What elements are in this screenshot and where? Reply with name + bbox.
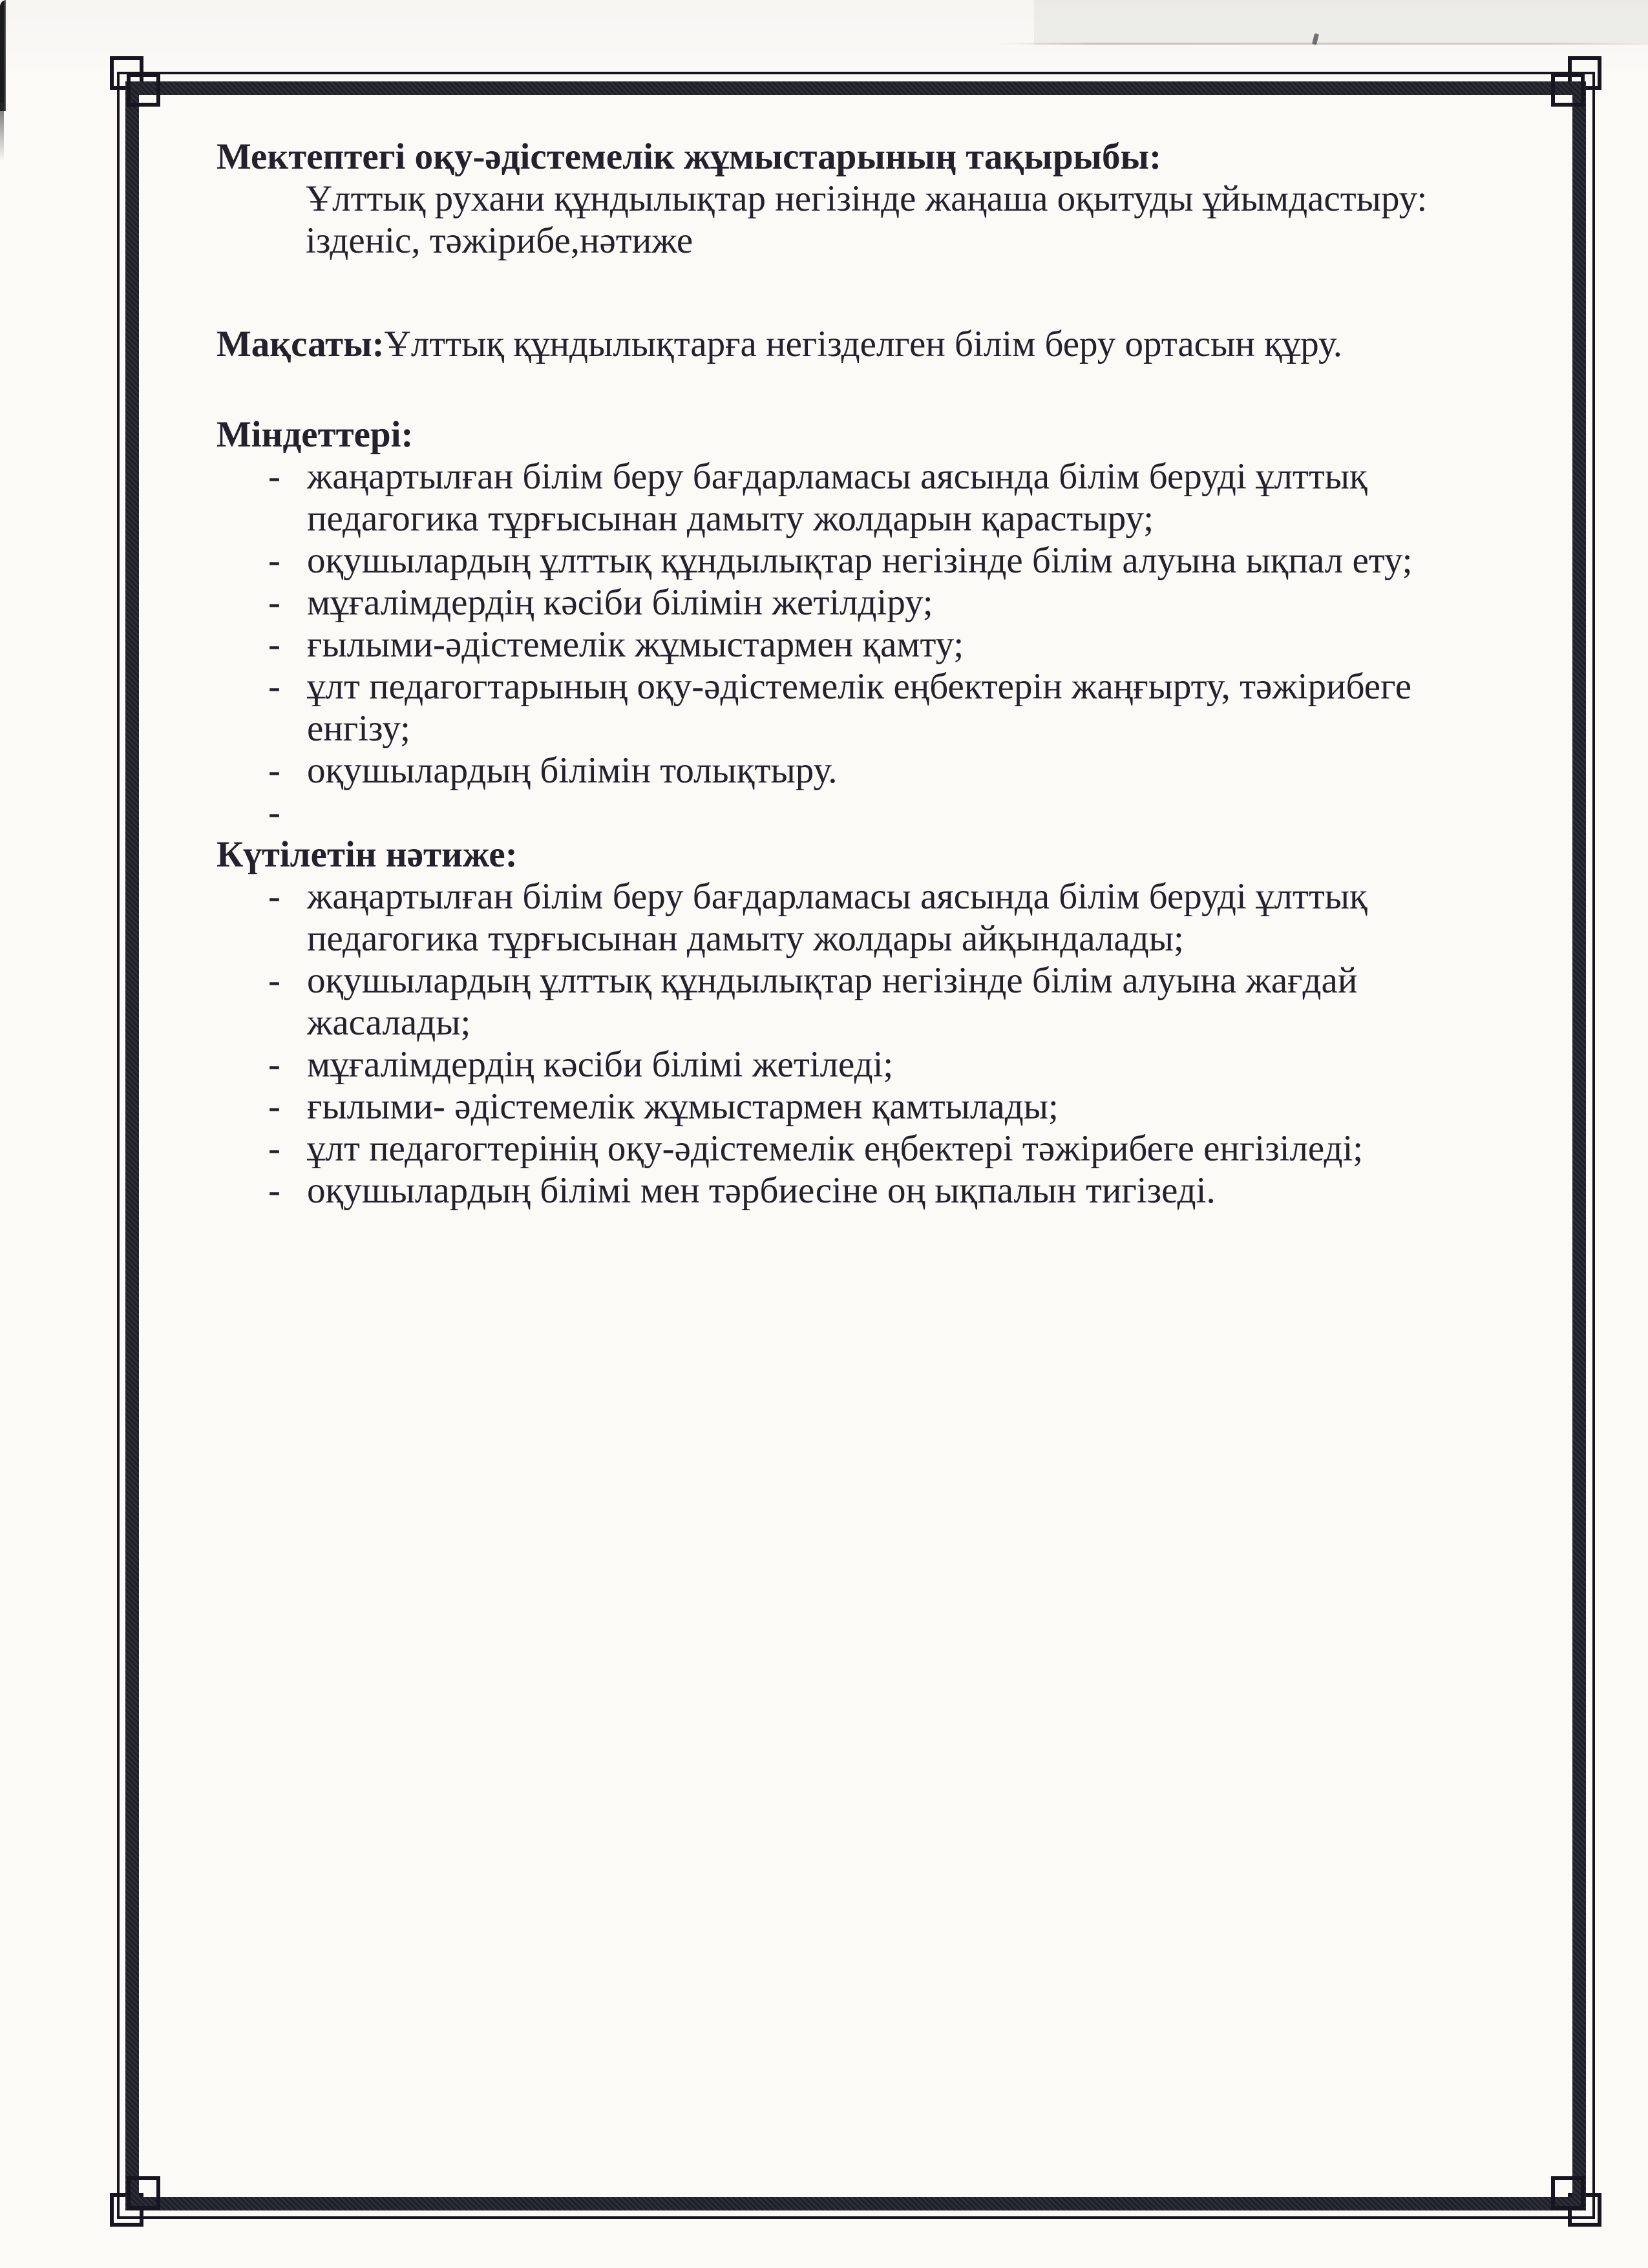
list-item xyxy=(268,876,1522,960)
list-item-text: ұлт педагогтарының оқу-әдістемелік еңбектерін жаңғырту, тәжірибеге енгізу; xyxy=(307,666,1412,749)
dash-bullet: - xyxy=(268,1044,280,1085)
list-item xyxy=(268,456,1522,540)
scanner-edge-artifact xyxy=(0,0,7,111)
scanner-edge-fade-artifact xyxy=(0,103,4,162)
list-item xyxy=(268,792,1522,834)
list-item xyxy=(268,750,1522,792)
list-item-text: оқушылардың ұлттық құндылықтар негізінде білім алуына ықпал ету; xyxy=(307,540,1413,581)
list-item xyxy=(268,1086,1522,1128)
list-item xyxy=(268,624,1522,666)
subtitle-line: ізденіс, тәжірибе,нәтиже xyxy=(306,220,693,261)
dash-bullet: - xyxy=(268,666,280,707)
dash-bullet: - xyxy=(268,1170,280,1211)
border-corner-square-icon xyxy=(1551,2176,1585,2210)
dash-bullet: - xyxy=(268,624,280,665)
dash-bullet: - xyxy=(268,540,280,581)
list-item xyxy=(268,666,1522,750)
list-item xyxy=(268,1128,1522,1170)
list-item xyxy=(268,582,1522,624)
document-subtitle xyxy=(306,178,1522,262)
list-item xyxy=(268,540,1522,582)
outcomes-heading: Күтілетін нәтиже: xyxy=(217,834,518,875)
list-item-text: оқушылардың білімін толықтыру. xyxy=(307,750,838,791)
list-item-text: ғылыми-әдістемелік жұмыстармен қамту; xyxy=(307,624,964,665)
dash-bullet: - xyxy=(268,582,280,623)
dash-bullet: - xyxy=(268,1086,280,1127)
document-content xyxy=(217,136,1522,1212)
list-item xyxy=(268,1044,1522,1086)
dash-bullet: - xyxy=(268,1128,280,1169)
tasks-list xyxy=(217,456,1522,834)
list-item-text: ұлт педагогтерінің оқу-әдістемелік еңбектері тәжірибеге енгізіледі; xyxy=(307,1128,1364,1169)
subtitle-line: Ұлттық рухани құндылықтар негізінде жаңаша оқытуды ұйымдастыру: xyxy=(306,178,1428,219)
document-title: Мектептегі оқу-әдістемелік жұмыстарының тақырыбы: xyxy=(217,136,1162,177)
border-corner-square-icon xyxy=(1551,73,1585,107)
tasks-heading: Міндеттері: xyxy=(217,414,414,455)
outcomes-list xyxy=(217,876,1522,1212)
list-item-text: мұғалімдердің кәсіби білімі жетіледі; xyxy=(307,1044,894,1085)
list-item-text: оқушылардың ұлттық құндылықтар негізінде білім алуына жағдай жасалады; xyxy=(307,960,1358,1043)
dash-bullet: - xyxy=(268,960,280,1001)
list-item xyxy=(268,1170,1522,1212)
list-item-text: жаңартылған білім беру бағдарламасы аясында білім беруді ұлттық педагогика тұрғысынан дамыту жолдарын қарастыру; xyxy=(307,456,1368,539)
scan-shading-artifact xyxy=(1034,0,1648,45)
border-corner-square-icon xyxy=(127,73,160,107)
list-item-text: жаңартылған білім беру бағдарламасы аясында білім беруді ұлттық педагогика тұрғысынан дамыту жолдары айқындалады; xyxy=(307,876,1368,959)
list-item-text: оқушылардың білімі мен тәрбиесіне оң ықпалын тигізеді. xyxy=(307,1170,1216,1211)
list-item-text: ғылыми- әдістемелік жұмыстармен қамтылады; xyxy=(307,1086,1059,1127)
goal-label: Мақсаты: xyxy=(217,324,385,364)
goal-paragraph xyxy=(217,323,1522,365)
dash-bullet: - xyxy=(268,456,280,497)
border-corner-square-icon xyxy=(127,2176,160,2210)
list-item xyxy=(268,960,1522,1044)
dash-bullet: - xyxy=(268,876,280,917)
dash-bullet: - xyxy=(268,792,280,833)
dash-bullet: - xyxy=(268,750,280,791)
list-item-text: мұғалімдердің кәсіби білімін жетілдіру; xyxy=(307,582,933,623)
paper-crease-artifact xyxy=(998,43,1648,45)
goal-text: Ұлттық құндылықтарға негізделген білім беру ортасын құру. xyxy=(384,324,1342,364)
